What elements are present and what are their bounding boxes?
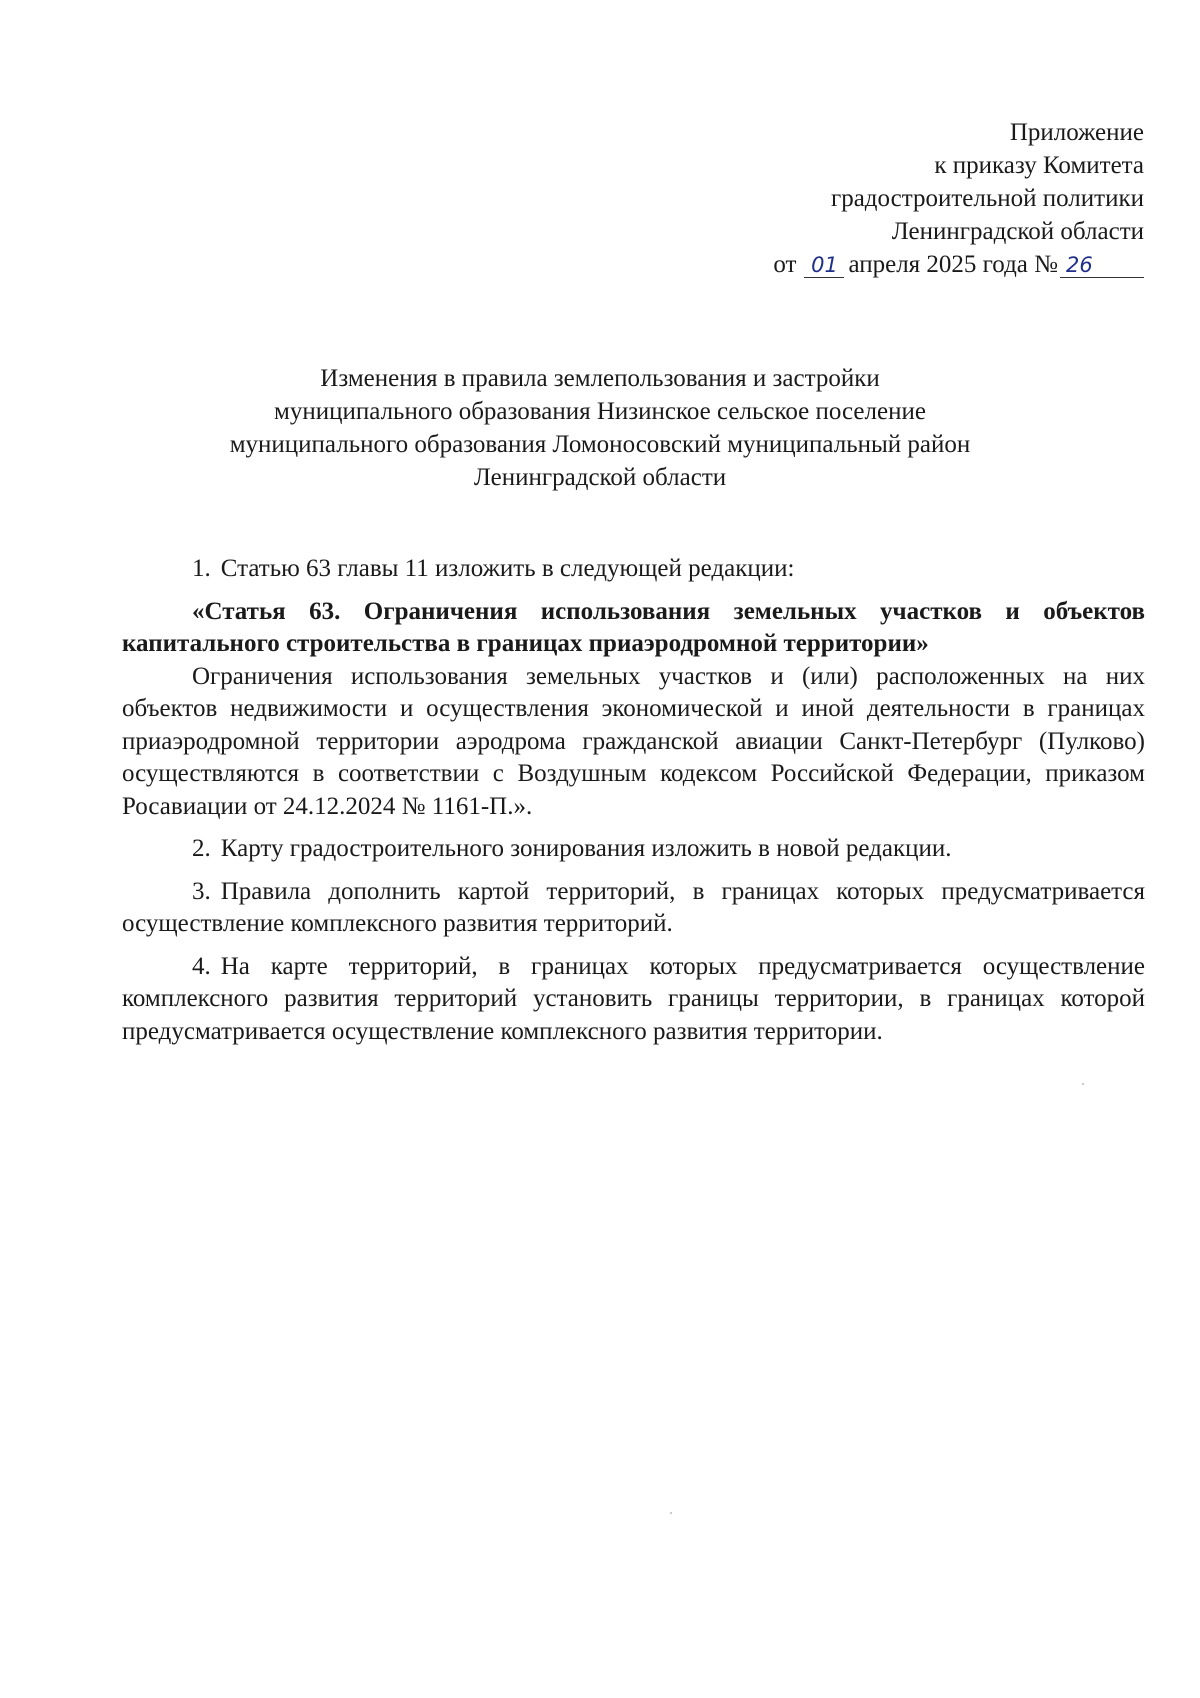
appendix-order-ref: к приказу Комитета — [934, 152, 1144, 179]
item-text: Правила дополнить картой территорий, в границах которых предусматривается осуществление комплексного развития территорий. — [122, 877, 1145, 937]
title-line-4: Ленинградской области — [473, 464, 727, 491]
item-text: На карте территорий, в границах которых предусматривается осуществление комплексного развития территорий установить границы территории, в границах которой предусматривается осуществление комплексного развития территории. — [122, 952, 1145, 1045]
appendix-block — [773, 116, 1144, 281]
article-heading: «Статья 63. Ограничения использования земельных участков и объектов капитального строительства в границах приаэродромной территории» — [122, 597, 1145, 657]
document-body — [122, 553, 1145, 1048]
appendix-committee: градостроительной политики — [830, 185, 1144, 212]
appendix-region: Ленинградской области — [891, 218, 1144, 245]
handwritten-order-number: 26 — [1060, 253, 1144, 278]
item-number: 4. — [192, 952, 211, 980]
item-number: 1. — [192, 555, 211, 582]
item-text: Статью 63 главы 11 изложить в следующей редакции: — [220, 555, 795, 582]
appendix-date-line — [773, 248, 1144, 281]
list-item-1 — [122, 553, 1145, 586]
list-item-2 — [122, 833, 1145, 866]
list-item-4 — [122, 951, 1145, 1049]
item-text: Карту градостроительного зонирования изложить в новой редакции. — [220, 835, 952, 862]
scan-speck — [1082, 1083, 1084, 1085]
scan-speck — [670, 1512, 672, 1514]
item-number: 3. — [192, 877, 211, 905]
list-item-3 — [122, 876, 1145, 941]
document-title — [140, 362, 1060, 494]
handwritten-day: 01 — [804, 253, 844, 278]
title-line-3: муниципального образования Ломоносовский муниципальный район — [229, 431, 971, 458]
date-prefix: от — [773, 251, 797, 278]
item-number: 2. — [192, 835, 211, 862]
title-line-2: муниципального образования Низинское сельское поселение — [274, 398, 926, 425]
appendix-label: Приложение — [1009, 119, 1144, 146]
article-text: Ограничения использования земельных участков и (или) расположенных на них объектов недвижимости и осуществления экономической и иной деятельности в границах приаэродромной территории аэродрома гражданской авиации Санкт-Петербург (Пулково) осуществляются в соответствии с Воздушным кодексом Российской Федерации, приказом Росавиации от 24.12.2024 № 1161-П.». — [122, 662, 1145, 820]
date-rest: апреля 2025 года № — [848, 251, 1058, 278]
title-line-1: Изменения в правила землепользования и застройки — [320, 365, 880, 392]
